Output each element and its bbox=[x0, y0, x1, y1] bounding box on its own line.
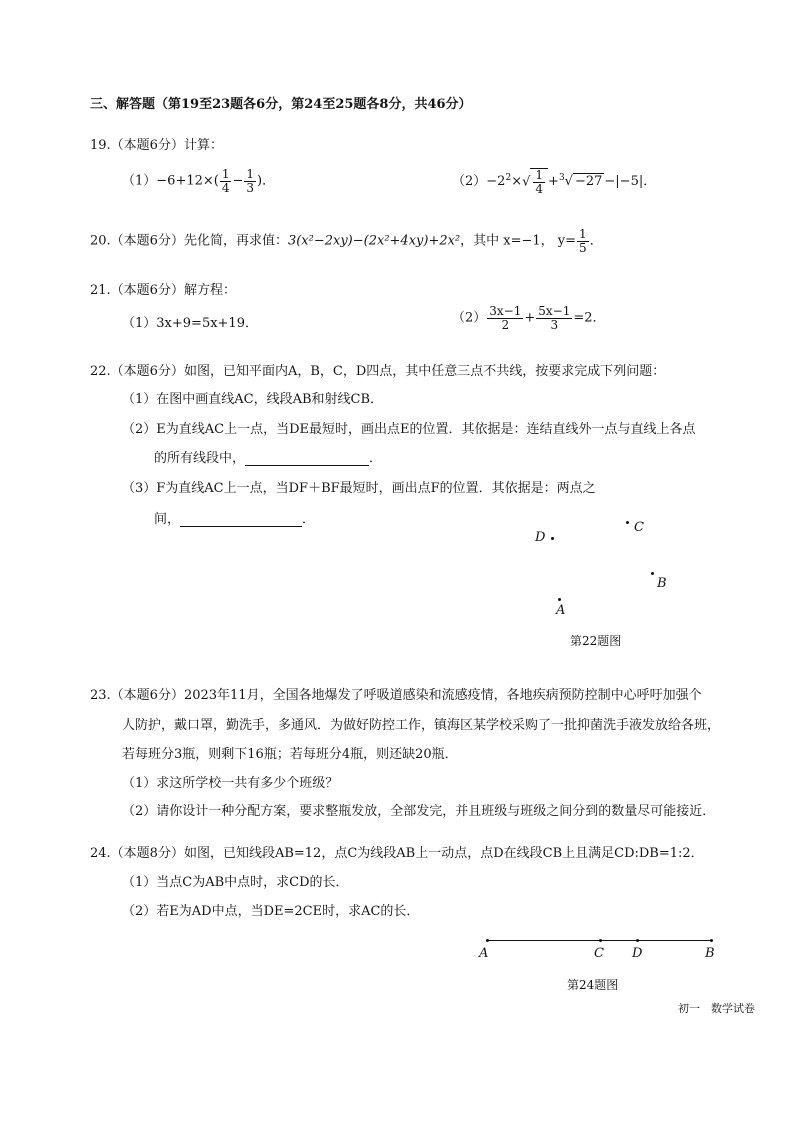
q21-part2 bbox=[452, 305, 606, 331]
q19-stem: 19.（本题6分）计算： bbox=[90, 138, 223, 153]
q19-p1-minus: − bbox=[232, 173, 244, 189]
q23-line2: 人防护，戴口罩，勤洗手，多通风．为做好防控工作，镇海区某学校采购了一批抑菌洗手液发放给各班， bbox=[122, 718, 721, 733]
q22-part1: （1）在图中画直线AC，线段AB和射线CB． bbox=[122, 392, 384, 407]
q22-part2-line1: （2）E为直线AC上一点，当DE最短时，画出点E的位置．其依据是：连结直线外一点与直线上各点 bbox=[122, 422, 696, 437]
q22-label-A: A bbox=[556, 603, 566, 618]
q19-p2-sqrt: √ $\frac{1}{4}$ bbox=[522, 168, 548, 195]
section-title: 三、解答题（第19至23题各6分，第24至25题各8分，共46分） bbox=[90, 97, 472, 112]
q22-part3-line1: （3）F为直线AC上一点，当DF＋BF最短时，画出点F的位置．其依据是：两点之 bbox=[122, 481, 596, 496]
q20-cond: ，其中 x=−1， y= bbox=[460, 233, 577, 249]
q22-point-B bbox=[651, 572, 654, 575]
q24-stem: 24.（本题8分）如图，已知线段AB=12，点C为线段AB上一动点，点D在线段CB上且满足CD:DB=1:2． bbox=[90, 846, 704, 861]
q19-p2-exp: 2 bbox=[505, 172, 512, 183]
q24-part2: （2）若E为AD中点，当DE=2CE时，求AC的长． bbox=[122, 904, 420, 919]
q22-label-C: C bbox=[634, 520, 644, 535]
q22-part2-line2 bbox=[154, 447, 382, 466]
q24-label-B: B bbox=[705, 946, 715, 961]
q20-expr: 3(x²−2xy)−(2x²+4xy)+2x² bbox=[287, 233, 461, 249]
q21-p2-plus: + bbox=[524, 310, 536, 326]
q19-p1-post: )． bbox=[257, 173, 276, 189]
q24-label-A: A bbox=[479, 946, 489, 961]
q19-part2 bbox=[452, 168, 656, 195]
q19-p2-times: × bbox=[511, 174, 523, 190]
q24-point-B bbox=[710, 939, 713, 942]
q22-part3-text: 间， bbox=[154, 512, 181, 527]
q19-p2-plus: + bbox=[548, 174, 559, 190]
q23-part1: （1）求这所学校一共有多少个班级？ bbox=[122, 776, 339, 791]
q21-p2-frac1: $\frac{3x-1}{2}$ bbox=[489, 304, 522, 332]
q20-stem: 20.（本题6分）先化简，再求值： bbox=[90, 233, 288, 249]
q24-point-D bbox=[636, 939, 639, 942]
q20-end: ． bbox=[589, 233, 603, 249]
q22-answer-blank-1[interactable] bbox=[245, 451, 369, 466]
q22-part2-text: 的所有线段中， bbox=[154, 451, 246, 466]
q19-p2-pre: −2 bbox=[486, 174, 506, 190]
q19-p1-label: （1） bbox=[122, 173, 157, 189]
q24-point-A bbox=[486, 939, 489, 942]
q23-part2: （2）请你设计一种分配方案，要求整瓶发放，全部发完，并且班级与班级之间分到的数量尽可能接近． bbox=[122, 804, 716, 819]
q19-part1 bbox=[122, 168, 275, 194]
q22-figure-caption: 第22题图 bbox=[570, 634, 622, 648]
q20-line bbox=[90, 228, 603, 254]
q21-p2-label: （2） bbox=[452, 310, 487, 326]
q22-stem: 22.（本题6分）如图，已知平面内A，B，C，D四点，其中任意三点不共线，按要求完成下列问题： bbox=[90, 364, 666, 379]
page-footer: 初一 数学试卷 bbox=[678, 1002, 755, 1015]
q23-line1: 23.（本题6分）2023年11月，全国各地爆发了呼吸道感染和流感疫情，各地疾病预防控制中心呼吁加强个 bbox=[90, 688, 702, 703]
q24-label-C: C bbox=[594, 946, 604, 961]
q19-p2-cuberoot: √ −27 bbox=[564, 174, 603, 190]
q22-part2-end: ． bbox=[369, 451, 383, 466]
q24-part1: （1）当点C为AB中点时，求CD的长． bbox=[122, 875, 349, 890]
q23-line3: 若每班分3瓶，则剩下16瓶；若每班分4瓶，则还缺20瓶． bbox=[122, 747, 458, 762]
q19-p2-cuberoot-index: 3 bbox=[558, 172, 565, 183]
q22-point-D bbox=[551, 537, 554, 540]
q19-p1-pre: −6+12×( bbox=[156, 173, 219, 189]
q22-part3-end: ． bbox=[302, 512, 316, 527]
q21-p1-eq: 3x+9=5x+19． bbox=[156, 316, 258, 331]
q19-p2-label: （2） bbox=[452, 174, 487, 190]
q19-p1-frac1: $\frac{1}{4}$ bbox=[221, 167, 230, 195]
q21-p1-label: （1） bbox=[122, 316, 157, 331]
q21-stem: 21.（本题6分）解方程： bbox=[90, 283, 236, 298]
q22-answer-blank-2[interactable] bbox=[180, 512, 302, 527]
q22-point-A bbox=[558, 598, 561, 601]
q21-part1 bbox=[122, 312, 258, 331]
q21-p2-frac2: $\frac{5x-1}{3}$ bbox=[538, 304, 571, 332]
q24-label-D: D bbox=[632, 946, 643, 961]
q20-y-frac: $\frac{1}{5}$ bbox=[579, 227, 587, 255]
q24-point-C bbox=[599, 939, 602, 942]
q19-p1-frac2: $\frac{1}{3}$ bbox=[246, 167, 255, 195]
q22-part3-line2 bbox=[154, 508, 315, 527]
q22-point-C bbox=[626, 521, 629, 524]
q22-label-D: D bbox=[535, 530, 546, 545]
q24-figure-caption: 第24题图 bbox=[567, 978, 619, 992]
q21-p2-post: =2． bbox=[573, 310, 606, 326]
q19-p2-post: −|−5|． bbox=[604, 174, 657, 190]
q22-label-B: B bbox=[657, 576, 667, 591]
